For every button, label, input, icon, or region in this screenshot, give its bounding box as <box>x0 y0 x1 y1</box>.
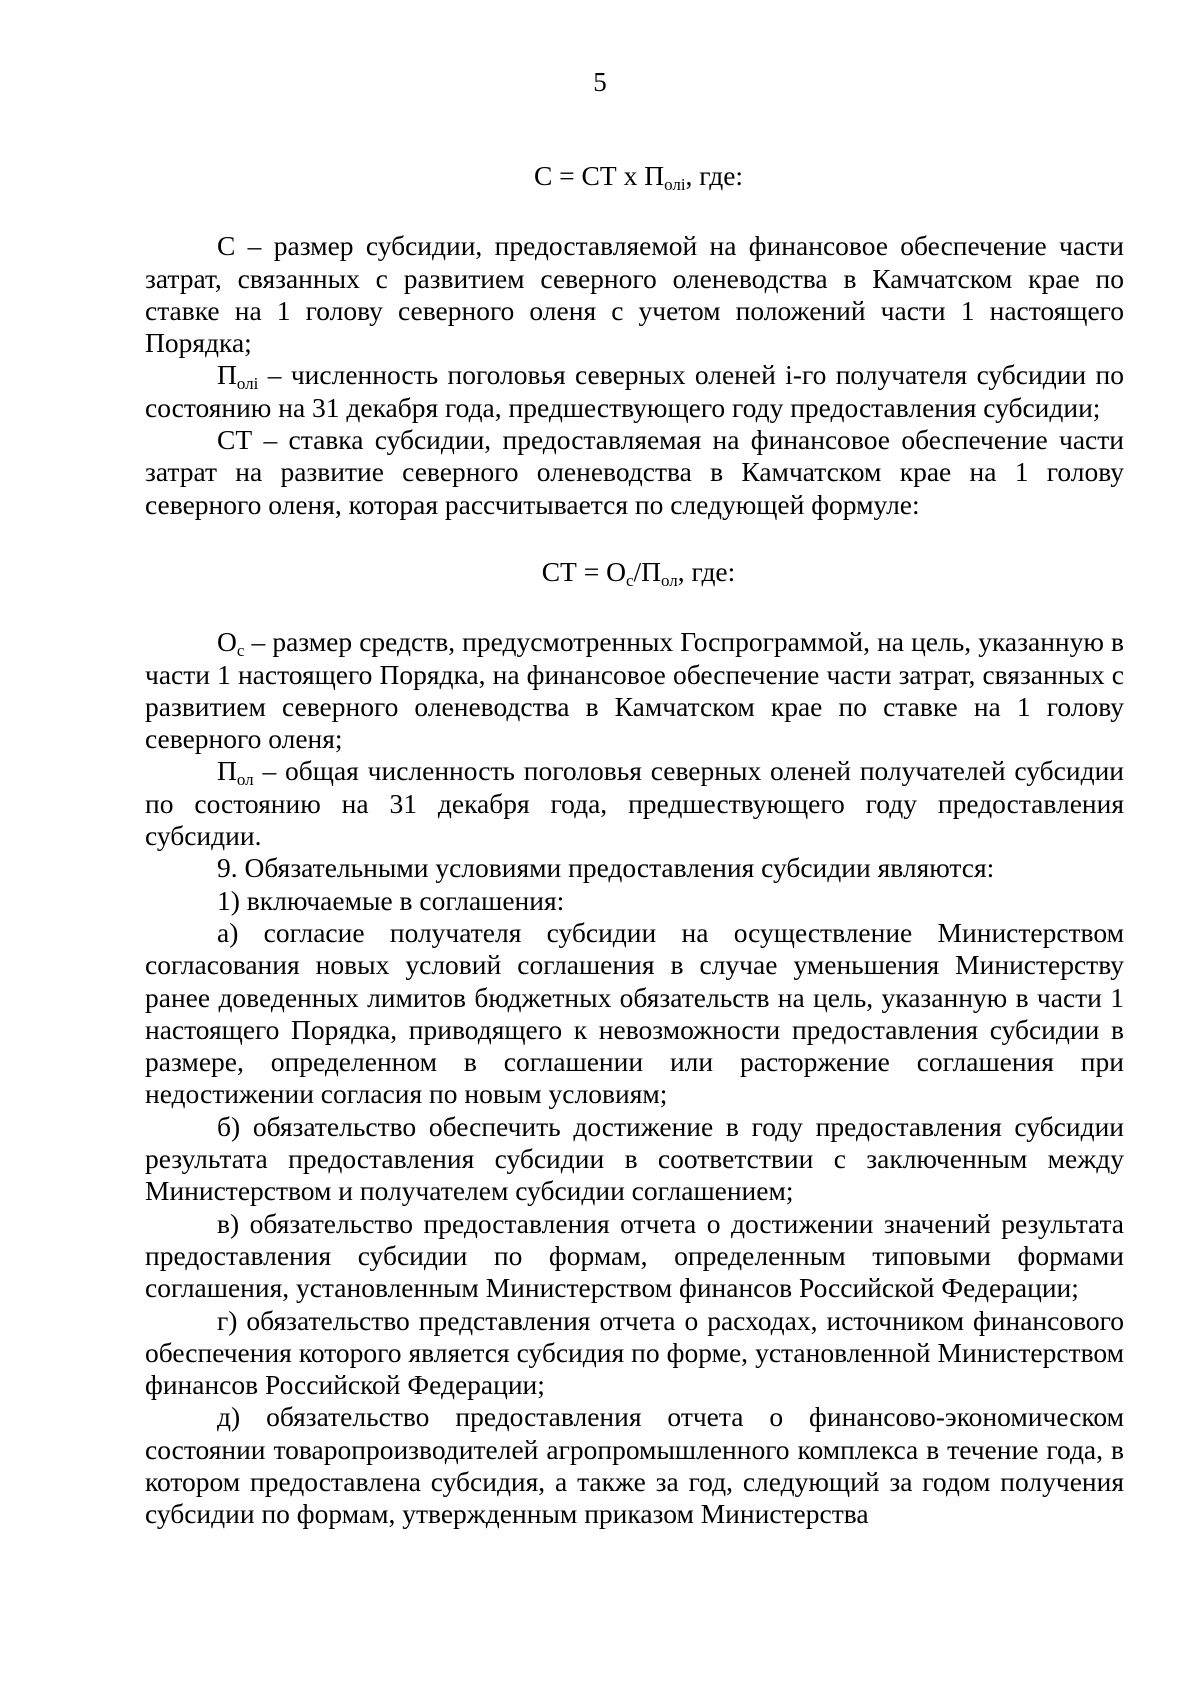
formula-rate: СТ = $О_с/П_{ол}$, где: <box>541 555 736 590</box>
formula-subsidy: С = СТ х $П_{олi}$, где: <box>533 160 744 194</box>
definition-poli: $П_{олi}$ – численность поголовья северных оленей i-го получателя субсидии по состоянию на 31 декабря года, предшествующего году предоставления субсидии; <box>145 359 1124 423</box>
definition-pol: $П_{ол}$ – общая численность поголовья северных оленей получателей субсидии по состоянию на 31 декабря года, предшествующего году предоставления субсидии. <box>145 755 1124 852</box>
item-9: 9. Обязательными условиями предоставления субсидии являются: <box>217 852 995 884</box>
definition-c: С – размер субсидии, предоставляемой на финансовое обеспечение части затрат, связанных с развитием северного оленеводства в Камчатском крае по ставке на 1 голову северного оленя с учетом положений части 1 настоящего Порядка; <box>145 230 1124 359</box>
page-number: 5 <box>593 67 607 97</box>
item-d: д) обязательство предоставления отчета о финансово-экономическом состоянии товаропроизводителей агропромышленного комплекса в течение года, в котором предоставлена субсидия, а также за год, следующий за годом получения субсидии по формам, утвержденным приказом Министерства <box>145 1401 1124 1530</box>
item-b: б) обязательство обеспечить достижение в году предоставления субсидии результата предоставления субсидии в соответствии с заключенным между Министерством и получателем субсидии соглашением; <box>145 1110 1124 1207</box>
item-a: а) согласие получателя субсидии на осуществление Министерством согласования новых условий соглашения в случае уменьшения Министерству ранее доведенных лимитов бюджетных обязательств на цель, указанную в части 1 настоящего Порядка, приводящего к невозможности предоставления субсидии в размере, определенном в соглашении или расторжение соглашения при недостижении согласия по новым условиям; <box>145 916 1124 1110</box>
document-body <box>145 160 1124 1531</box>
item-9-1: 1) включаемые в соглашения: <box>217 884 565 916</box>
item-g: г) обязательство представления отчета о расходах, источником финансового обеспечения которого является субсидия по форме, установленной Министерством финансов Российской Федерации; <box>145 1304 1124 1401</box>
item-v: в) обязательство предоставления отчета о достижении значений результата предоставления субсидии по формам, определенным типовыми формами соглашения, установленным Министерством финансов Российской Федерации; <box>145 1207 1124 1304</box>
definition-st: СТ – ставка субсидии, предоставляемая на финансовое обеспечение части затрат на развитие северного оленеводства в Камчатском крае на 1 голову северного оленя, которая рассчитывается по следующей формуле: <box>145 424 1124 520</box>
definition-oc: $О_с$ – размер средств, предусмотренных Госпрограммой, на цель, указанную в части 1 настоящего Порядка, на финансовое обеспечение части затрат, связанных с развитием северного оленеводства в Камчатском крае по ставке на 1 голову северного оленя; <box>145 626 1124 755</box>
